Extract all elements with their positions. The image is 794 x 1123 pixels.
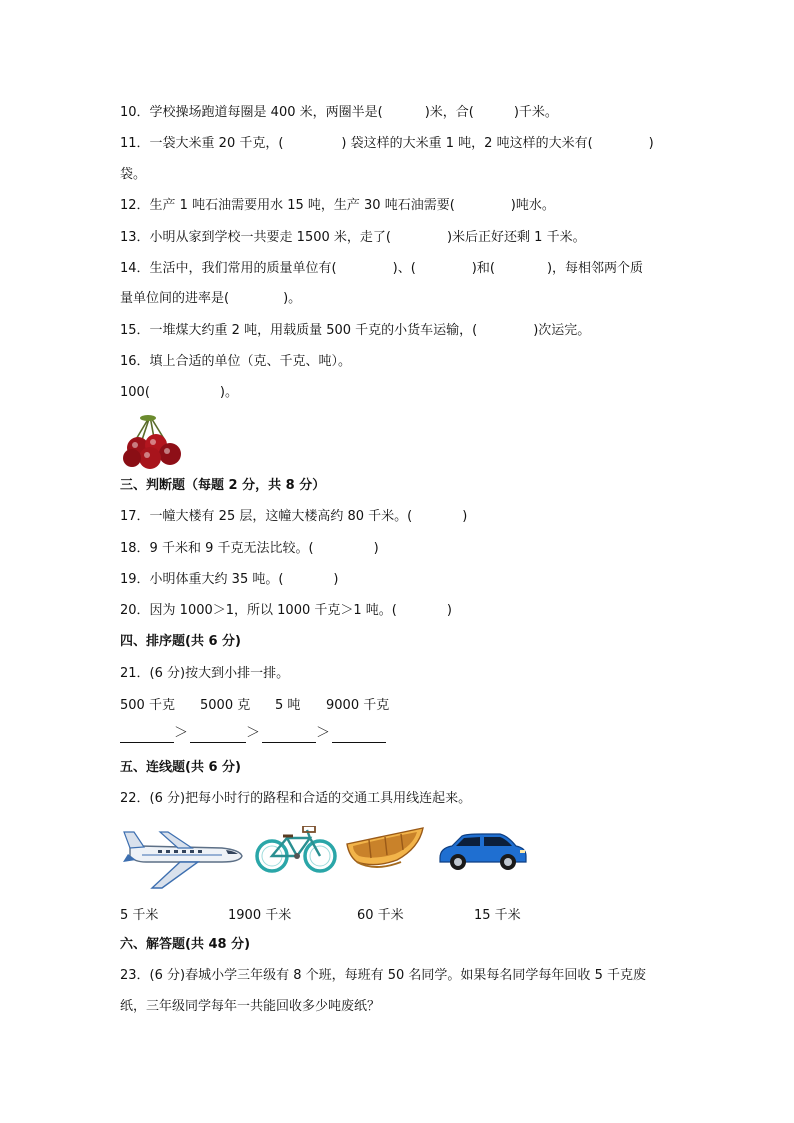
section-4-heading: 四、排序题(共 6 分) — [120, 634, 241, 649]
cherries-image — [120, 412, 186, 470]
greater-than-sign: ＞ — [246, 725, 260, 741]
question-13: 13．小明从家到学校一共要走 1500 米，走了( )米后正好还剩 1 千米。 — [120, 230, 586, 245]
sort-item: 9000 千克 — [326, 698, 390, 713]
sort-item: 5000 克 — [200, 698, 251, 713]
question-11: 11．一袋大米重 20 千克，( ) 袋这样的大米重 1 吨，2 吨这样的大米有( ) — [120, 136, 654, 151]
sort-blank[interactable] — [262, 742, 316, 743]
section-6-heading: 六、解答题(共 48 分) — [120, 937, 251, 952]
boat-image — [345, 826, 425, 872]
question-22: 22．(6 分)把每小时行的路程和合适的交通工具用线连起来。 — [120, 791, 472, 806]
section-5-heading: 五、连线题(共 6 分) — [120, 760, 241, 775]
distance-label: 1900 千米 — [228, 908, 292, 923]
question-16: 16．填上合适的单位（克、千克、吨）。 — [120, 354, 352, 369]
question-12: 12．生产 1 吨石油需要用水 15 吨，生产 30 吨石油需要( )吨水。 — [120, 198, 555, 213]
question-17: 17．一幢大楼有 25 层，这幢大楼高约 80 千米。( ) — [120, 509, 468, 524]
question-23: 23．(6 分)春城小学三年级有 8 个班，每班有 50 名同学。如果每名同学每年回收 5 千克废 — [120, 968, 646, 983]
bicycle-image — [255, 826, 337, 874]
question-10: 10．学校操场跑道每圈是 400 米，两圈半是( )米，合( )千米。 — [120, 105, 558, 120]
distance-label: 60 千米 — [357, 908, 404, 923]
sort-blank[interactable] — [120, 742, 174, 743]
section-3-heading: 三、判断题（每题 2 分，共 8 分） — [120, 478, 326, 493]
question-19: 19．小明体重大约 35 吨。( ) — [120, 572, 339, 587]
question-11-cont: 袋。 — [120, 167, 147, 182]
distance-label: 5 千米 — [120, 908, 159, 923]
question-21: 21．(6 分)按大到小排一排。 — [120, 666, 290, 681]
sort-blank[interactable] — [332, 742, 386, 743]
question-23-cont: 纸，三年级同学每年一共能回收多少吨废纸？ — [120, 999, 381, 1014]
question-14: 14．生活中，我们常用的质量单位有( )、( )和( )，每相邻两个质 — [120, 261, 644, 276]
airplane-image — [122, 822, 246, 892]
distance-label: 15 千米 — [474, 908, 521, 923]
sort-item: 500 千克 — [120, 698, 175, 713]
greater-than-sign: ＞ — [174, 725, 188, 741]
car-image — [436, 832, 528, 872]
greater-than-sign: ＞ — [316, 725, 330, 741]
question-15: 15．一堆煤大约重 2 吨，用载质量 500 千克的小货车运输，( )次运完。 — [120, 323, 591, 338]
question-18: 18．9 千米和 9 千克无法比较。( ) — [120, 541, 379, 556]
sort-item: 5 吨 — [275, 698, 301, 713]
question-14-cont: 量单位间的进率是( )。 — [120, 291, 302, 306]
sort-blank[interactable] — [190, 742, 246, 743]
question-20: 20．因为 1000＞1，所以 1000 千克＞1 吨。( ) — [120, 603, 452, 618]
question-16-answer: 100( )。 — [120, 385, 238, 400]
